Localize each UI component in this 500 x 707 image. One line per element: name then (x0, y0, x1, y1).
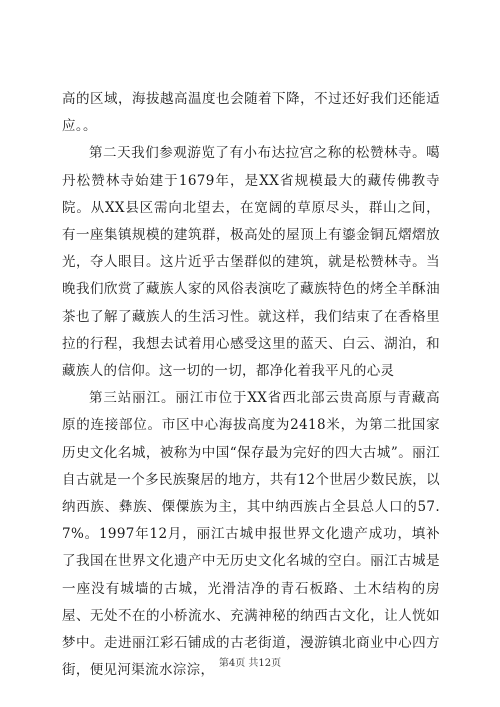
document-body (62, 86, 440, 684)
page-number: 第4页 共12页 (218, 658, 282, 669)
paragraph-lijiang: 第三站丽江。丽江市位于XX省西北部云贵高原与青藏高原的连接部位。市区中心海拔高度为2418米，为第二批国家历史文化名城，被称为中国“保存最为完好的四大古城”。丽江自古就是一个多民族聚居的地方，共有12个世居少数民族，以纳西族、彝族、傈僳族为主，其中纳西族占全县总人口的57.7%。1997年12月，丽江古城申报世界文化遗产成功，填补了我国在世界文化遗产中无历史文化名城的空白。丽江古城是一座没有城墙的古城，光滑洁净的青石板路、土木结构的房屋、无处不在的小桥流水、充满神秘的纳西古文化，让人恍如梦中。走进丽江彩石铺成的古老街道，漫游镇北商业中心四方街，便见河渠流水淙淙， (62, 390, 440, 679)
paragraph-continuation: 高的区域，海拔越高温度也会随着下降，不过还好我们还能适应。。 (62, 91, 440, 135)
paragraph-songzanlin: 第二天我们参观游览了有小布达拉宫之称的松赞林寺。噶丹松赞林寺始建于1679年，是XX省规模最大的藏传佛教寺院。从XX县区需向北望去，在宽阔的草原尽头，群山之间，有一座集镇规模的建筑群，极高处的屋顶上有鎏金铜瓦熠熠放光，夺人眼目。这片近乎古堡群似的建筑，就是松赞林寺。当晚我们欣赏了藏族人家的风俗表演吃了藏族特色的烤全羊酥油茶也了解了藏族人的生活习性。就这样，我们结束了在香格里拉的行程，我想去试着用心感受这里的蓝天、白云、湖泊，和藏族人的信仰。这一切的一切，都净化着我平凡的心灵 (62, 145, 440, 380)
